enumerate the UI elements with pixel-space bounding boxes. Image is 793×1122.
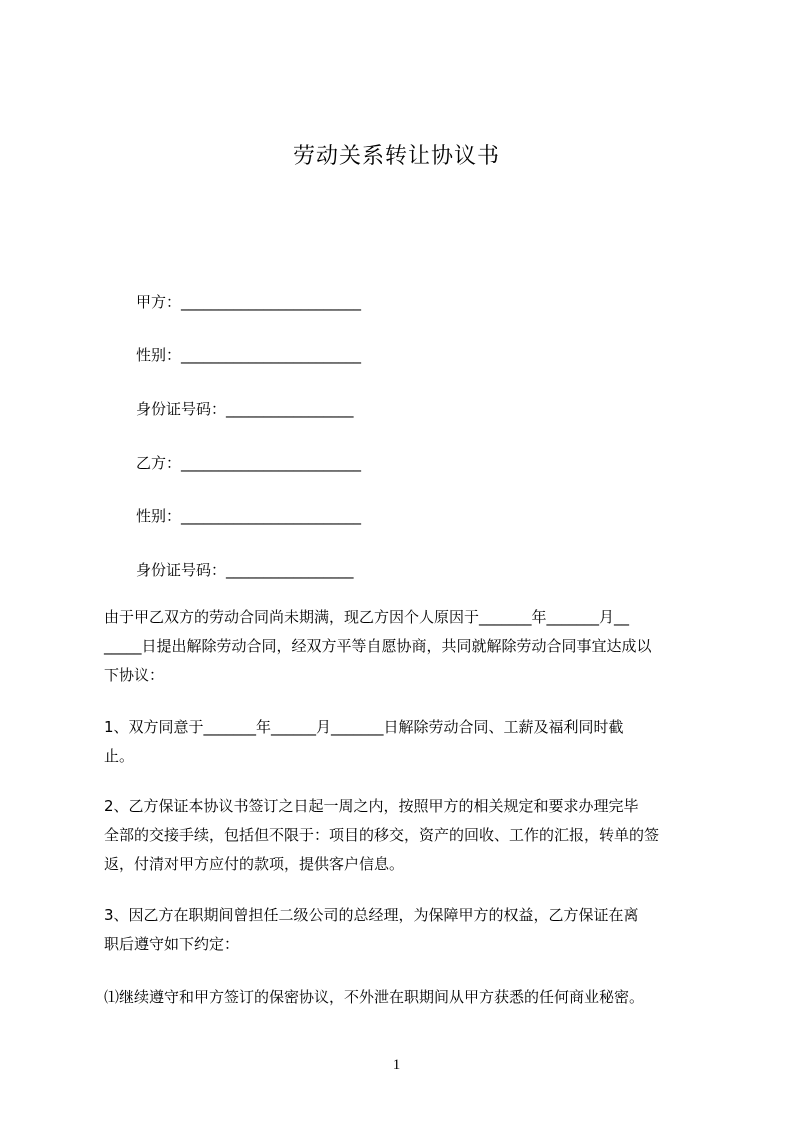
paragraph-line: 1、双方同意于_______年______月_______日解除劳动合同、工薪及福利同时截 — [104, 718, 624, 736]
party-a-name-field: 甲方：________________________ — [136, 293, 362, 311]
clause-2-paragraph — [104, 792, 704, 879]
paragraph-line: 3、因乙方在职期间曾担任二级公司的总经理，为保障甲方的权益，乙方保证在离 — [104, 906, 639, 924]
clause-3-item-1-paragraph — [104, 983, 704, 1012]
page-number: 1 — [392, 1057, 401, 1073]
paragraph-line: 下协议： — [104, 666, 165, 684]
paragraph-line: _____日提出解除劳动合同，经双方平等自愿协商，共同就解除劳动合同事宜达成以 — [104, 637, 652, 655]
paragraph-line: 全部的交接手续，包括但不限于：项目的移交，资产的回收、工作的汇报，转单的签 — [104, 826, 660, 844]
paragraph-line: 2、乙方保证本协议书签订之日起一周之内，按照甲方的相关规定和要求办理完毕 — [104, 797, 639, 815]
intro-paragraph — [104, 603, 704, 690]
document-title: 劳动关系转让协议书 — [292, 144, 500, 169]
paragraph-line: 由于甲乙双方的劳动合同尚未期满，现乙方因个人原因于_______年_______月__ — [104, 608, 630, 626]
party-a-id-number-field: 身份证号码：_________________ — [136, 400, 354, 418]
paragraph-line: 职后遵守如下约定： — [104, 935, 240, 953]
paragraph-line: 止。 — [104, 747, 135, 765]
clause-3-paragraph — [104, 901, 704, 959]
clause-1-paragraph — [104, 713, 704, 771]
party-b-name-field: 乙方：________________________ — [136, 454, 362, 472]
party-b-gender-field: 性别：________________________ — [136, 507, 362, 525]
party-a-gender-field: 性别：________________________ — [136, 346, 362, 364]
paragraph-line: ⑴继续遵守和甲方签订的保密协议，不外泄在职期间从甲方获悉的任何商业秘密。 — [104, 988, 645, 1006]
paragraph-line: 返，付清对甲方应付的款项，提供客户信息。 — [104, 855, 405, 873]
party-b-id-number-field: 身份证号码：_________________ — [136, 561, 354, 579]
